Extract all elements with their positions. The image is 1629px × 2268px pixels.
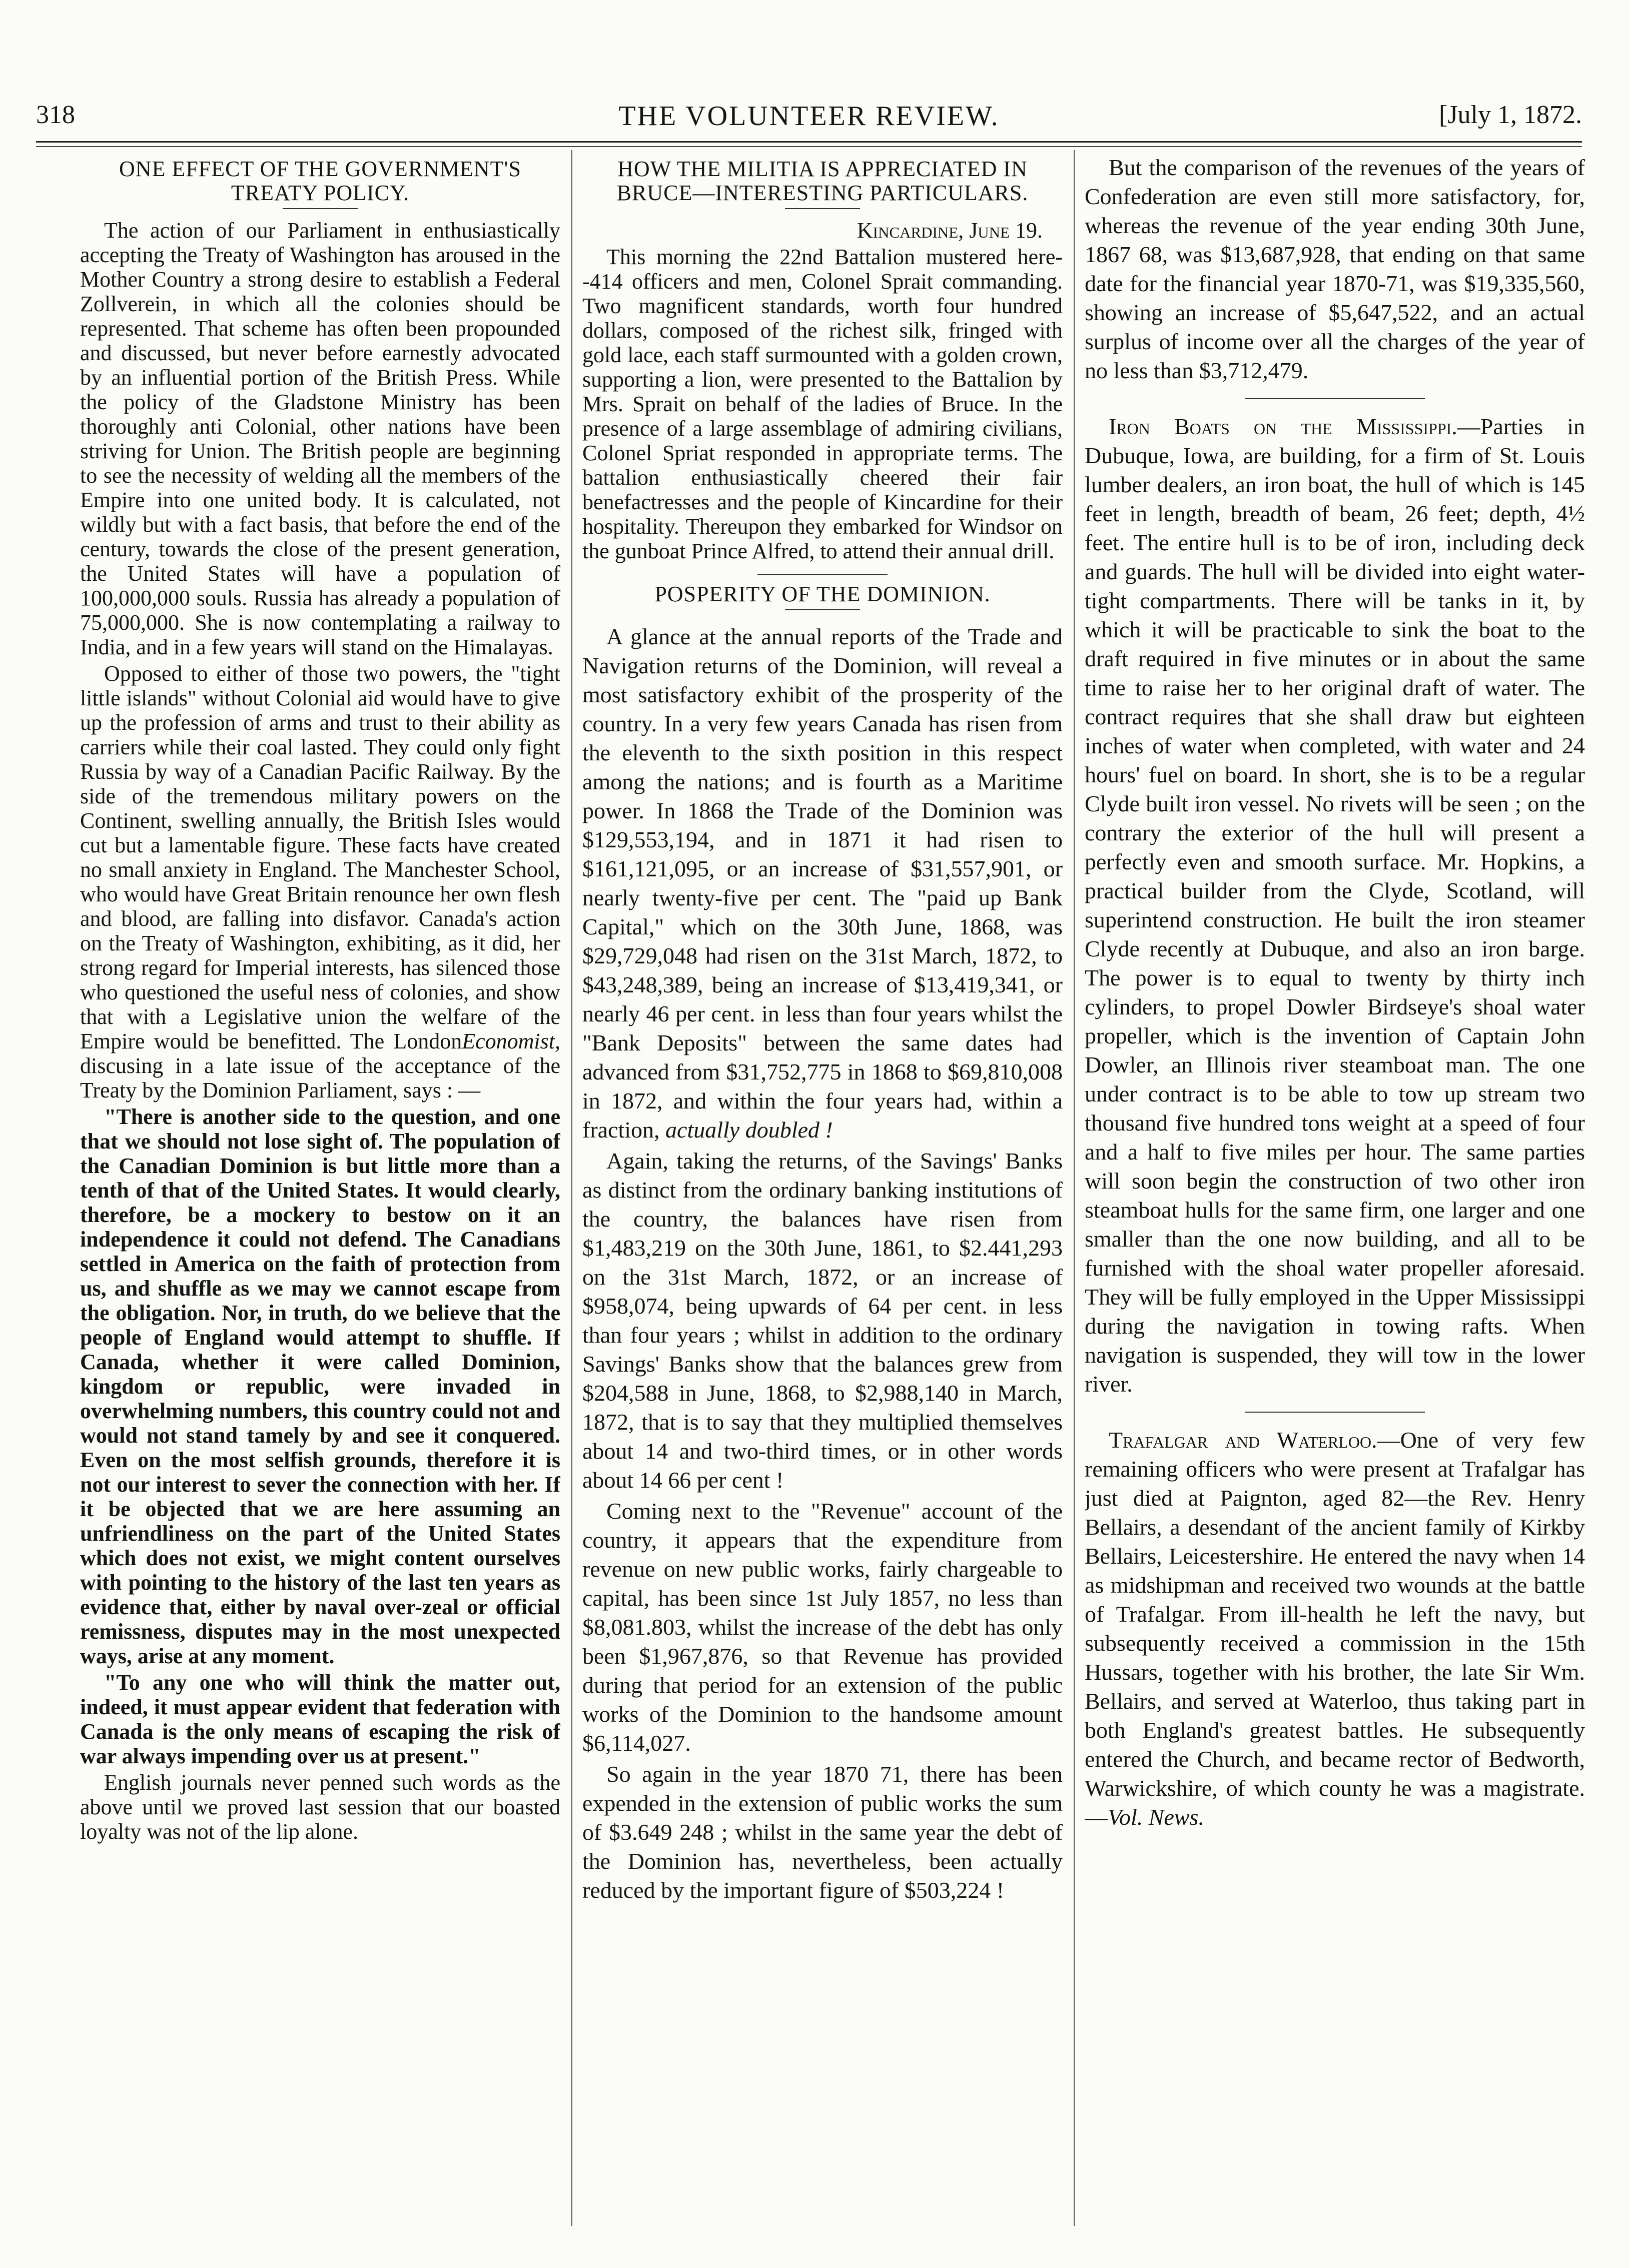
heading-rule bbox=[785, 208, 860, 209]
article-paragraph: So again in the year 1870 71, there has been expended in the extension of public works the sum of $3.649 248 ; whilst in the same year the debt of the Dominion has, nevertheless, been actually reduced by the important figure of $503,224 ! bbox=[582, 1761, 1063, 1903]
source-credit: Vol. News. bbox=[1108, 1804, 1204, 1830]
masthead-rule bbox=[36, 141, 1582, 143]
paragraph-text: Opposed to either of those two powers, the "tight little islands" without Colonial aid would have to give up the profession of arms and trust to their ability as carriers while their coal lasted. They could only fight Russia by way of a Canadian Pacific Railway. By the side of the tremendous military powers on the Continent, swelling annually, the British Isles would cut but a lamentable figure. These facts have created no small anxiety in England. The Manchester School, who would have Great Britain renounce her own flesh and blood, are falling into disfavor. Canada's action on the Treaty of Washington, exhibiting, as it did, her strong regard for Imperial interests, has silenced those who questioned the useful ness of colonies, and show that with a Legislative union the welfare of the Empire would be benefitted. The London bbox=[80, 661, 560, 1053]
item-lead: Trafalgar and Waterloo. bbox=[1109, 1427, 1377, 1453]
item-lead: Iron Boats on the Mississippi. bbox=[1109, 414, 1457, 439]
paragraph-text: —Parties in Dubuque, Iowa, are building, for a firm of St. Louis lumber dealers, an iron boat, the hull of which is 145 feet in length, breadth of beam, 26 feet; depth, 4½ feet. The entire hull is to be of iron, including deck and guards. The hull will be divided into eight water-tight compartments. There will be tanks in it, by which it will be practicable to sink the boat to the draft required in five minutes or in about the same time to raise her to her original draft of water. The contract requires that she shall draw but eighteen inches of water when completed, with water and 24 hours' fuel on board. In short, she is to be a regular Clyde built iron vessel. No rivets will be seen ; on the contrary the exterior of the hull will present a perfectly even and smooth surface. Mr. Hopkins, a practical builder from the Clyde, Scotland, will superintend construction. He built the iron steamer Clyde recently at Dubuque, and also an iron barge. The power is to equal to twenty by thirty inch cylinders, to propel Dowler Birdseye's shoal water propeller, which is the invention of Captain John Dowler, an Illinois river steamboat man. The one under contract is to be able to tow up stream two thousand five hundred tons weight at a speed of four and a half to five miles per hour. The same parties will soon begin the construction of two other iron steamboat hulls for the same firm, one larger and one smaller than the one now building, and all to be furnished with the shoal water propeller aforesaid. They will be fully employed in the Upper Mississippi during the navigation in towing rafts. When navigation is suspended, they will tow in the lower river. bbox=[1085, 414, 1585, 1397]
dateline: Kincardine, June 19. bbox=[857, 218, 1043, 243]
column-divider bbox=[571, 150, 572, 2226]
section-rule bbox=[757, 574, 888, 575]
article-paragraph: The action of our Parliament in enthusiastically accepting the Treaty of Washington has aroused in the Mother Country a strong desire to establish a Federal Zollverein, in which all the colonies should be represented. That scheme has often been propounded and discussed, but never before earnestly advocated by an influential portion of the British Press. While the policy of the Gladstone Ministry has been thoroughly anti Colonial, other nations have been striving for Union. The British people are beginning to see the necessity of welding all the members of the Empire into one united body. It is calculated, not wildly but with a fact basis, that before the end of the century, towards the close of the present generation, the United States will have a population of 100,000,000 souls. Russia has already a population of 75,000,000. She is now contemplating a railway to India, and in a few years will stand on the Himalayas. bbox=[80, 218, 560, 659]
issue-date: [July 1, 1872. bbox=[1439, 101, 1582, 129]
section-rule bbox=[1245, 398, 1425, 399]
article-paragraph: Again, taking the returns, of the Savings' Banks as distinct from the ordinary banking institutions of the country, the balances have risen from $1,483,219 on the 30th June, 1861, to $2.441,293 on the 31st March, 1872, or an increase of $958,074, being upwards of 64 per cent. in less than four years ; whilst in addition to the ordinary Savings' Banks show that the balances grew from $204,588 in June, 1868, to $2,988,140 in March, 1872, that is to say that they multiplied themselves about 14 and two-third times, or in other words about 14 66 per cent ! bbox=[582, 1148, 1063, 1493]
heading-rule bbox=[283, 208, 358, 209]
publication-name: Economist, bbox=[462, 1029, 560, 1053]
heading-rule bbox=[785, 609, 860, 610]
column-divider bbox=[1074, 150, 1075, 2226]
quoted-paragraph: "There is another side to the question, and one that we should not lose sight of. The population of the Canadian Dominion is but little more than a tenth of that of the United States. It would clearly, therefore, be a mockery to bestow on it an independence it could not defend. The Canadians settled in America on the faith of protection from us, and shuffle as we may we cannot escape from the obligation. Nor, in truth, do we believe that the people of England would attempt to shuffle. If Canada, whether it were called Dominion, kingdom or republic, were invaded in overwhelming numbers, this country could not and would not stand tamely by and see it conquered. Even on the most selfish grounds, therefore it is not our interest to sever the connection with her. If it be objected that we are here assuming an unfriendliness on the part of the United States which does not exist, we might content ourselves with pointing to the history of the last ten years as evidence that, either by naval over-zeal or official remissness, disputes may in the most unexpected ways, arise at any moment. bbox=[80, 1104, 560, 1668]
article-paragraph bbox=[1085, 412, 1585, 1399]
article-paragraph bbox=[1085, 1426, 1585, 1832]
article-paragraph: This morning the 22nd Battalion mustered here--414 officers and men, Colonel Sprait commanding. Two magnificent standards, worth four hundred dollars, composed of the richest silk, fringed with gold lace, each staff surmounted with a golden crown, supporting a lion, were presented to the Battalion by Mrs. Sprait on behalf of the ladies of Bruce. In the presence of a large assemblage of admiring civilians, Colonel Spriat responded in appropriate terms. The battalion enthusiastically cheered their fair benefactresses and the people of Kincardine for their hospitality. Thereupon they embarked for Windsor on the gunboat Prince Alfred, to attend their annual drill. bbox=[582, 245, 1063, 563]
column-2 bbox=[582, 153, 1063, 2229]
newspaper-title: THE VOLUNTEER REVIEW. bbox=[618, 101, 1000, 132]
article-paragraph: English journals never penned such words as the above until we proved last session that our boasted loyalty was not of the lip alone. bbox=[80, 1770, 560, 1844]
column-1 bbox=[80, 153, 560, 2229]
paragraph-text: discusing in a late issue of the acceptance of the Treaty by the Dominion Parliament, says : — bbox=[80, 1053, 560, 1102]
column-3 bbox=[1085, 153, 1585, 2229]
emphasis-text: actually doubled ! bbox=[665, 1117, 833, 1143]
quoted-paragraph: "To any one who will think the matter out, indeed, it must appear evident that federation with Canada is the only means of escaping the risk of war always impending over us at present." bbox=[80, 1670, 560, 1768]
paragraph-text: —One of very few remaining officers who were present at Trafalgar has just died at Paignton, aged 82—the Rev. Henry Bellairs, a desendant of the ancient family of Kirkby Bellairs, Leicestershire. He entered the navy when 14 as midshipman and received two wounds at the battle of Trafalgar. From ill-health he left the navy, but subsequently received a commission in the 15th Hussars, together with his brother, the late Sir Wm. Bellairs, and served at Waterloo, thus taking part in both England's greatest battles. He subsequently entered the Church, and became rector of Bedworth, Warwickshire, of which county he was a magistrate.— bbox=[1085, 1427, 1585, 1830]
article-paragraph bbox=[80, 661, 560, 1102]
article-heading: ONE EFFECT OF THE GOVERNMENT'S TREATY POLICY. bbox=[119, 157, 521, 205]
article-paragraph: But the comparison of the revenues of the years of Confederation are even still more satisfactory, for, whereas the revenue of the year ending 30th June, 1867 68, was $13,687,928, that ending on that same date for the financial year 1870-71, was $19,335,560, showing an increase of $5,647,522, and an actual surplus of income over all the charges of the year of no less than $3,712,479. bbox=[1085, 155, 1585, 383]
article-heading: HOW THE MILITIA IS APPRECIATED IN BRUCE—INTERESTING PARTICULARS. bbox=[616, 157, 1029, 205]
masthead-rule-secondary bbox=[36, 146, 1582, 147]
article-paragraph bbox=[582, 622, 1063, 1145]
article-heading: POSPERITY OF THE DOMINION. bbox=[654, 582, 991, 606]
masthead bbox=[36, 100, 1582, 136]
paragraph-text: A glance at the annual reports of the Trade and Navigation returns of the Dominion, will reveal a most satisfactory exhibit of the prosperity of the country. In a very few years Canada has risen from the eleventh to the sixth position in this respect among the nations; and is fourth as a Maritime power. In 1868 the Trade of the Dominion was $129,553,194, and in 1871 it had risen to $161,121,095, or an increase of $31,557,901, or nearly twenty-five per cent. The "paid up Bank Capital," which on the 30th June, 1868, was $29,729,048 had risen on the 31st March, 1872, to $43,248,389, being an increase of $13,419,341, or nearly 46 per cent. in less than four years whilst the "Bank Deposits" between the same dates had advanced from $31,752,775 in 1868 to $69,810,008 in 1872, and within the four years had, within a fraction, bbox=[582, 624, 1063, 1143]
page-number: 318 bbox=[36, 101, 75, 129]
article-paragraph: Coming next to the "Revenue" account of the country, it appears that the expenditure from revenue on new public works, fairly chargeable to capital, has been since 1st July 1857, no less than $8,081.803, whilst the increase of the debt has only been $1,967,876, so that Revenue has provided during that period for an extension of the public works of the Dominion to the handsome amount $6,114,027. bbox=[582, 1498, 1063, 1756]
section-rule bbox=[1245, 1412, 1425, 1413]
